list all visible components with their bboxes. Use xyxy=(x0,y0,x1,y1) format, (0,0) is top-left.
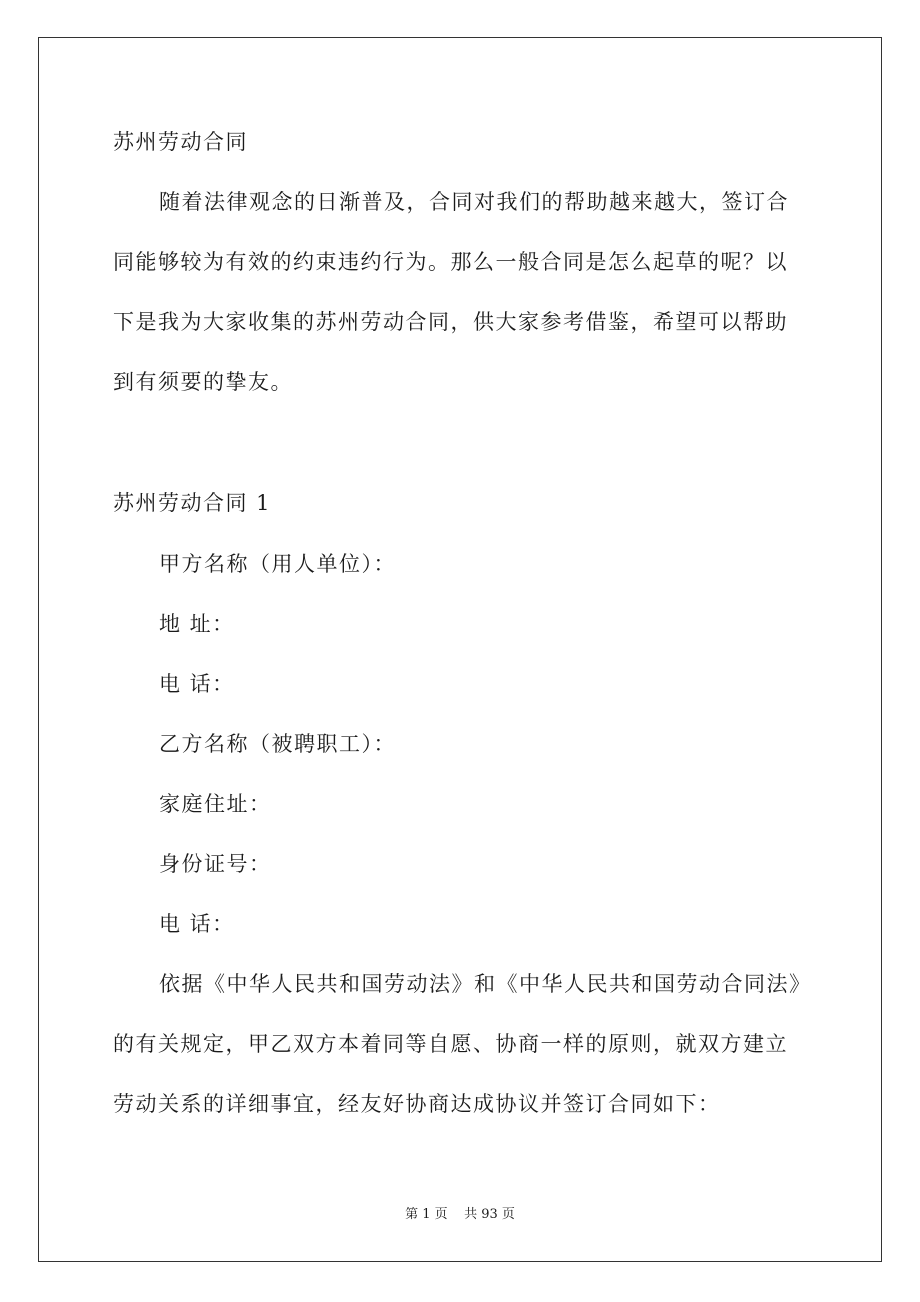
page-border xyxy=(38,37,882,1262)
party-b-name-field: 乙方名称（被聘职工）： xyxy=(159,732,396,756)
basis-line-2: 的有关规定，甲乙双方本着同等自愿、协商一样的原则，就双方建立 xyxy=(113,1032,788,1056)
page-number-footer: 第 1 页 共 93 页 xyxy=(405,1207,515,1222)
document-title: 苏州劳动合同 xyxy=(113,130,248,154)
party-b-phone-field: 电 话： xyxy=(159,912,235,936)
party-b-home-address-field: 家庭住址： xyxy=(159,792,272,816)
party-b-id-number-field: 身份证号： xyxy=(159,852,272,876)
intro-line-2: 同能够较为有效的约束违约行为。那么一般合同是怎么起草的呢？以 xyxy=(113,250,788,274)
intro-line-3: 下是我为大家收集的苏州劳动合同，供大家参考借鉴，希望可以帮助 xyxy=(113,310,788,334)
basis-line-1: 依据《中华人民共和国劳动法》和《中华人民共和国劳动合同法》 xyxy=(159,972,812,996)
party-a-phone-field: 电 话： xyxy=(159,672,235,696)
intro-line-1: 随着法律观念的日渐普及，合同对我们的帮助越来越大，签订合 xyxy=(159,190,789,214)
party-a-address-field: 地 址： xyxy=(159,612,235,636)
intro-line-4: 到有须要的挚友。 xyxy=(113,370,293,394)
section-title: 苏州劳动合同 1 xyxy=(113,491,272,515)
basis-line-3: 劳动关系的详细事宜，经友好协商达成协议并签订合同如下： xyxy=(113,1092,721,1116)
party-a-name-field: 甲方名称（用人单位）： xyxy=(159,552,396,576)
